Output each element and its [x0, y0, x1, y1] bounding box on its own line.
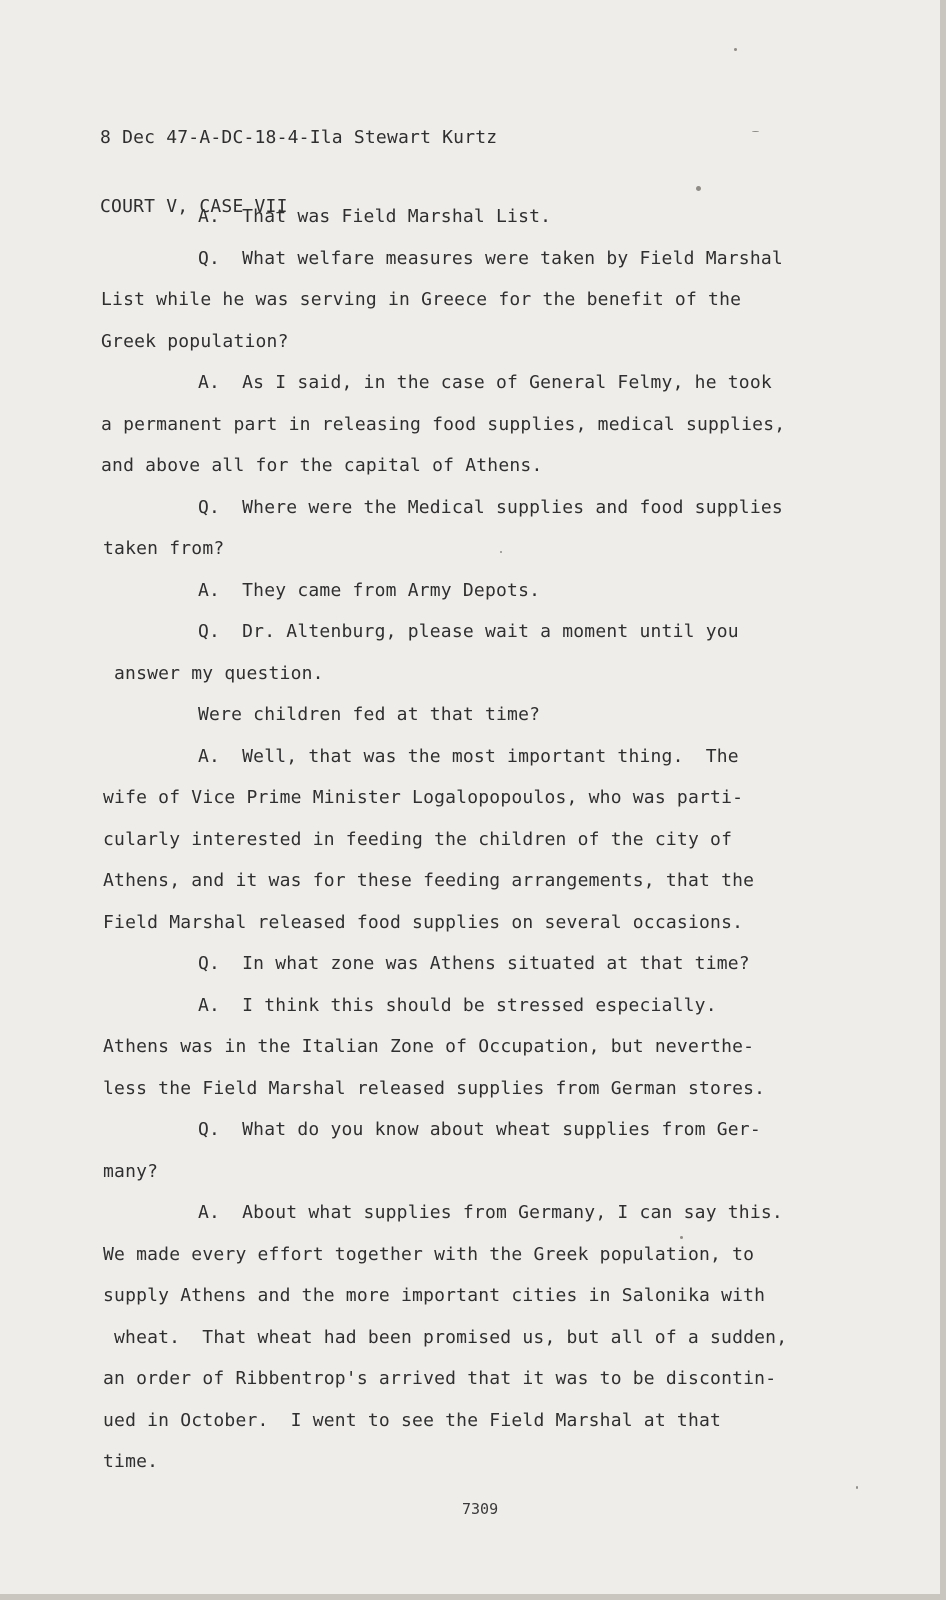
paper-speck	[500, 551, 502, 553]
transcript-line: A. Well, that was the most important thing. The	[198, 746, 739, 767]
transcript-line: Q. In what zone was Athens situated at that time?	[198, 953, 750, 974]
transcript-line: A. That was Field Marshal List.	[198, 206, 552, 227]
transcript-line: List while he was serving in Greece for the benefit of the	[101, 289, 742, 310]
transcript-line: less the Field Marshal released supplies from German stores.	[103, 1078, 766, 1099]
transcript-line: cularly interested in feeding the children of the city of	[103, 829, 733, 850]
transcript-line: Q. What do you know about wheat supplies from Ger-	[198, 1119, 761, 1140]
transcript-line: wheat. That wheat had been promised us, but all of a sudden,	[114, 1327, 788, 1348]
transcript-line: Greek population?	[101, 331, 289, 352]
transcript-line: Athens was in the Italian Zone of Occupation, but neverthe-	[103, 1036, 755, 1057]
transcript-line: A. As I said, in the case of General Felmy, he took	[198, 372, 772, 393]
transcript-line: taken from?	[103, 538, 225, 559]
document-header	[100, 80, 497, 264]
page-number: 7309	[462, 1500, 499, 1518]
transcript-line: Q. Where were the Medical supplies and food supplies	[198, 497, 783, 518]
paper-speck	[752, 131, 759, 132]
paper-speck	[856, 1486, 858, 1489]
transcript-line: A. I think this should be stressed especially.	[198, 995, 717, 1016]
transcript-line: time.	[103, 1451, 159, 1472]
transcript-line: wife of Vice Prime Minister Logalopopoulos, who was parti-	[103, 787, 744, 808]
transcript-line: We made every effort together with the Greek population, to	[103, 1244, 755, 1265]
header-court-case: COURT V, CASE VII	[100, 196, 288, 217]
transcript-line: answer my question.	[114, 663, 324, 684]
header-case-reference: 8 Dec 47-A-DC-18-4-Ila Stewart Kurtz	[100, 127, 498, 148]
transcript-line: ued in October. I went to see the Field Marshal at that	[103, 1410, 722, 1431]
transcript-line: and above all for the capital of Athens.	[101, 455, 543, 476]
paper-speck	[734, 48, 737, 51]
paper-speck	[680, 1236, 683, 1239]
transcript-line: many?	[103, 1161, 159, 1182]
transcript-line: Q. Dr. Altenburg, please wait a moment until you	[198, 621, 739, 642]
transcript-line: Field Marshal released food supplies on several occasions.	[103, 912, 744, 933]
transcript-line: Q. What welfare measures were taken by Field Marshal	[198, 248, 783, 269]
transcript-line: a permanent part in releasing food supplies, medical supplies,	[101, 414, 786, 435]
transcript-line: Athens, and it was for these feeding arrangements, that the	[103, 870, 755, 891]
transcript-line: Were children fed at that time?	[198, 704, 541, 725]
paper-speck	[696, 186, 701, 191]
transcript-line: A. About what supplies from Germany, I can say this.	[198, 1202, 783, 1223]
transcript-line: A. They came from Army Depots.	[198, 580, 541, 601]
transcript-line: an order of Ribbentrop's arrived that it was to be discontin-	[103, 1368, 777, 1389]
transcript-line: supply Athens and the more important cities in Salonika with	[103, 1285, 766, 1306]
